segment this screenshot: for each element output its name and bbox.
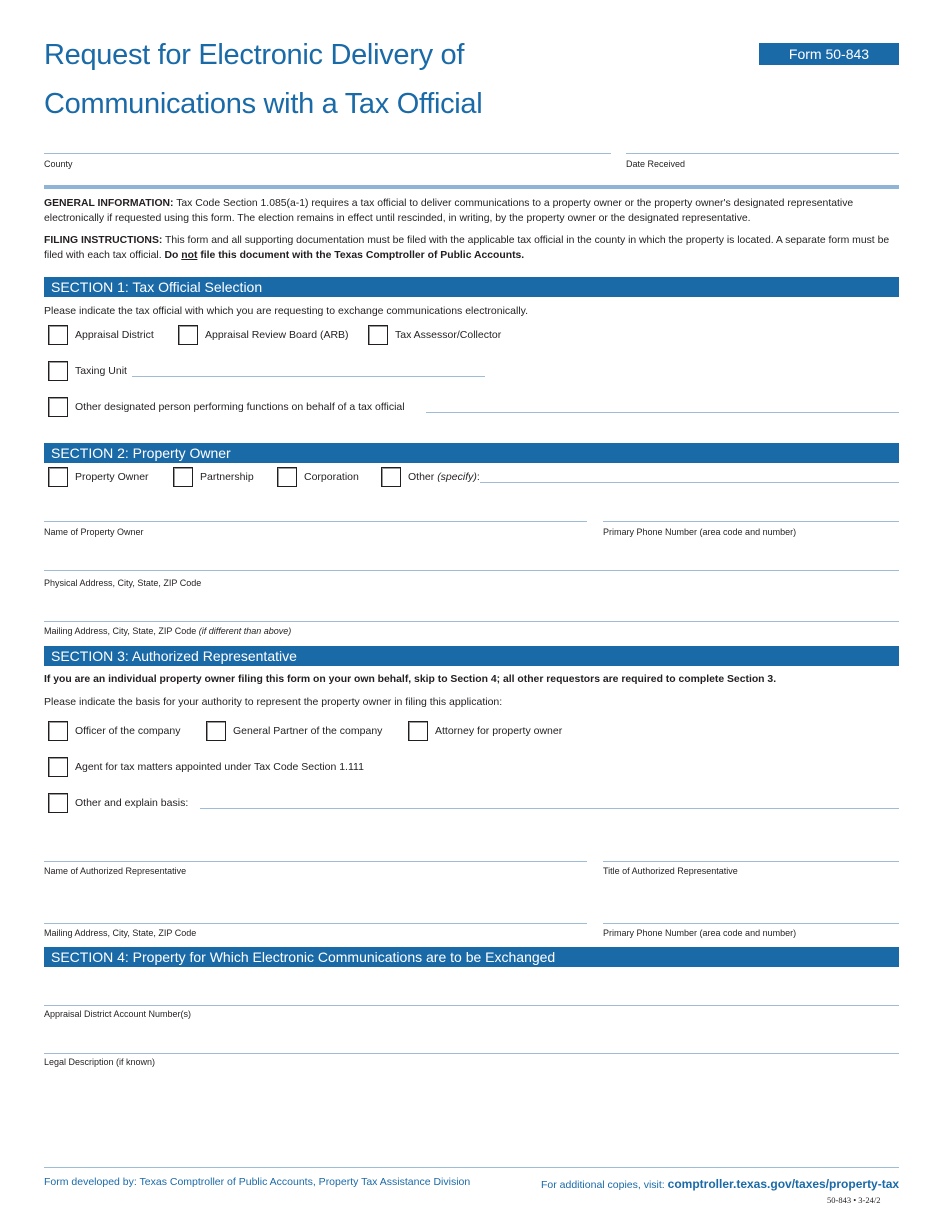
rep-title-label: Title of Authorized Representative (603, 866, 738, 876)
header-divider (44, 185, 899, 189)
filing-warning-not: not (181, 250, 198, 261)
section-4-header: SECTION 4: Property for Which Electronic Communications are to be Exchanged (44, 947, 899, 967)
general-information (44, 196, 904, 226)
other-owner-label (408, 471, 480, 483)
appraisal-district-checkbox[interactable] (48, 325, 68, 345)
rep-mailing-address-field[interactable] (44, 923, 587, 924)
owner-mailing-address-text: Mailing Address, City, State, ZIP Code (44, 626, 199, 636)
partnership-checkbox[interactable] (173, 467, 193, 487)
taxing-unit-checkbox[interactable] (48, 361, 68, 381)
owner-name-field[interactable] (44, 521, 587, 522)
section-1-prompt: Please indicate the tax official with which you are requesting to exchange communications electronically. (44, 305, 529, 317)
general-partner-checkbox[interactable] (206, 721, 226, 741)
date-received-field[interactable] (626, 153, 899, 154)
form-number-badge: Form 50-843 (759, 43, 899, 65)
agent-label: Agent for tax matters appointed under Tax Code Section 1.111 (75, 761, 364, 773)
officer-label: Officer of the company (75, 725, 181, 737)
other-designated-checkbox[interactable] (48, 397, 68, 417)
footer-developed-by: Form developed by: Texas Comptroller of Public Accounts, Property Tax Assistance Division (44, 1176, 471, 1188)
other-basis-field[interactable] (200, 808, 899, 809)
section-3-instruction: If you are an individual property owner filing this form on your own behalf, skip to Section 4; all other requestors are required to complete Section 3. (44, 674, 777, 685)
rep-name-field[interactable] (44, 861, 587, 862)
filing-instructions-heading: FILING INSTRUCTIONS: (44, 235, 163, 246)
filing-warning-pre: Do (164, 250, 182, 261)
filing-warning-post: file this document with the Texas Comptroller of Public Accounts. (197, 250, 525, 261)
section-1-header: SECTION 1: Tax Official Selection (44, 277, 899, 297)
attorney-checkbox[interactable] (408, 721, 428, 741)
rep-title-field[interactable] (603, 861, 899, 862)
footer-copies-prefix: For additional copies, visit: (541, 1179, 668, 1191)
general-partner-label: General Partner of the company (233, 725, 383, 737)
tax-assessor-checkbox[interactable] (368, 325, 388, 345)
attorney-label: Attorney for property owner (435, 725, 563, 737)
section-3-header: SECTION 3: Authorized Representative (44, 646, 899, 666)
footer-copies (541, 1177, 899, 1191)
other-owner-specify: (specify) (437, 471, 477, 483)
partnership-label: Partnership (200, 471, 254, 483)
county-field[interactable] (44, 153, 611, 154)
other-owner-checkbox[interactable] (381, 467, 401, 487)
other-designated-field[interactable] (426, 412, 899, 413)
owner-mailing-address-field[interactable] (44, 621, 899, 622)
rep-mailing-address-label: Mailing Address, City, State, ZIP Code (44, 928, 197, 938)
property-owner-label: Property Owner (75, 471, 149, 483)
account-numbers-label: Appraisal District Account Number(s) (44, 1009, 192, 1019)
other-designated-label: Other designated person performing functions on behalf of a tax official (75, 401, 405, 413)
other-basis-label: Other and explain basis: (75, 797, 189, 809)
owner-phone-label: Primary Phone Number (area code and number) (603, 527, 797, 537)
footer-rule (44, 1167, 899, 1168)
officer-checkbox[interactable] (48, 721, 68, 741)
corporation-checkbox[interactable] (277, 467, 297, 487)
rep-name-label: Name of Authorized Representative (44, 866, 187, 876)
owner-physical-address-label: Physical Address, City, State, ZIP Code (44, 578, 202, 588)
other-owner-field[interactable] (480, 482, 899, 483)
footer-copies-link[interactable]: comptroller.texas.gov/taxes/property-tax (667, 1177, 900, 1191)
footer-form-code: 50-843 • 3-24/2 (827, 1195, 881, 1205)
section-2-header: SECTION 2: Property Owner (44, 443, 899, 463)
account-numbers-field[interactable] (44, 1005, 899, 1006)
form-title-line-2: Communications with a Tax Official (44, 88, 483, 120)
rep-phone-field[interactable] (603, 923, 899, 924)
appraisal-district-label: Appraisal District (75, 329, 154, 341)
owner-physical-address-field[interactable] (44, 570, 899, 571)
county-label: County (44, 159, 73, 169)
owner-name-label: Name of Property Owner (44, 527, 144, 537)
filing-warning (165, 250, 525, 261)
date-received-label: Date Received (626, 159, 686, 169)
property-owner-checkbox[interactable] (48, 467, 68, 487)
section-3-prompt: Please indicate the basis for your authority to represent the property owner in filing this application: (44, 696, 503, 708)
arb-label: Appraisal Review Board (ARB) (205, 329, 349, 341)
agent-checkbox[interactable] (48, 757, 68, 777)
owner-phone-field[interactable] (603, 521, 899, 522)
general-information-heading: GENERAL INFORMATION: (44, 198, 174, 209)
taxing-unit-label: Taxing Unit (75, 365, 127, 377)
other-owner-text: Other (408, 471, 438, 483)
legal-description-field[interactable] (44, 1053, 899, 1054)
form-title-line-1: Request for Electronic Delivery of (44, 39, 465, 71)
legal-description-label: Legal Description (if known) (44, 1057, 156, 1067)
general-information-text: Tax Code Section 1.085(a-1) requires a tax official to deliver communications to a property owner or the property owner's designated representative electronically if requested using this form. The election remains in effect until rescinded, in writing, by the property owner or the designated representative. (44, 198, 854, 224)
taxing-unit-field[interactable] (132, 376, 485, 377)
other-owner-colon: : (476, 471, 480, 483)
other-basis-checkbox[interactable] (48, 793, 68, 813)
arb-checkbox[interactable] (178, 325, 198, 345)
corporation-label: Corporation (304, 471, 359, 483)
tax-assessor-label: Tax Assessor/Collector (395, 329, 502, 341)
owner-mailing-address-label (44, 626, 291, 636)
filing-instructions (44, 233, 904, 263)
owner-mailing-address-note: (if different than above) (198, 626, 292, 636)
filing-instructions-text: This form and all supporting documentation must be filed with the applicable tax official in the county in which the property is located. A separate form must be filed with each tax official. (44, 235, 890, 261)
rep-phone-label: Primary Phone Number (area code and number) (603, 928, 797, 938)
